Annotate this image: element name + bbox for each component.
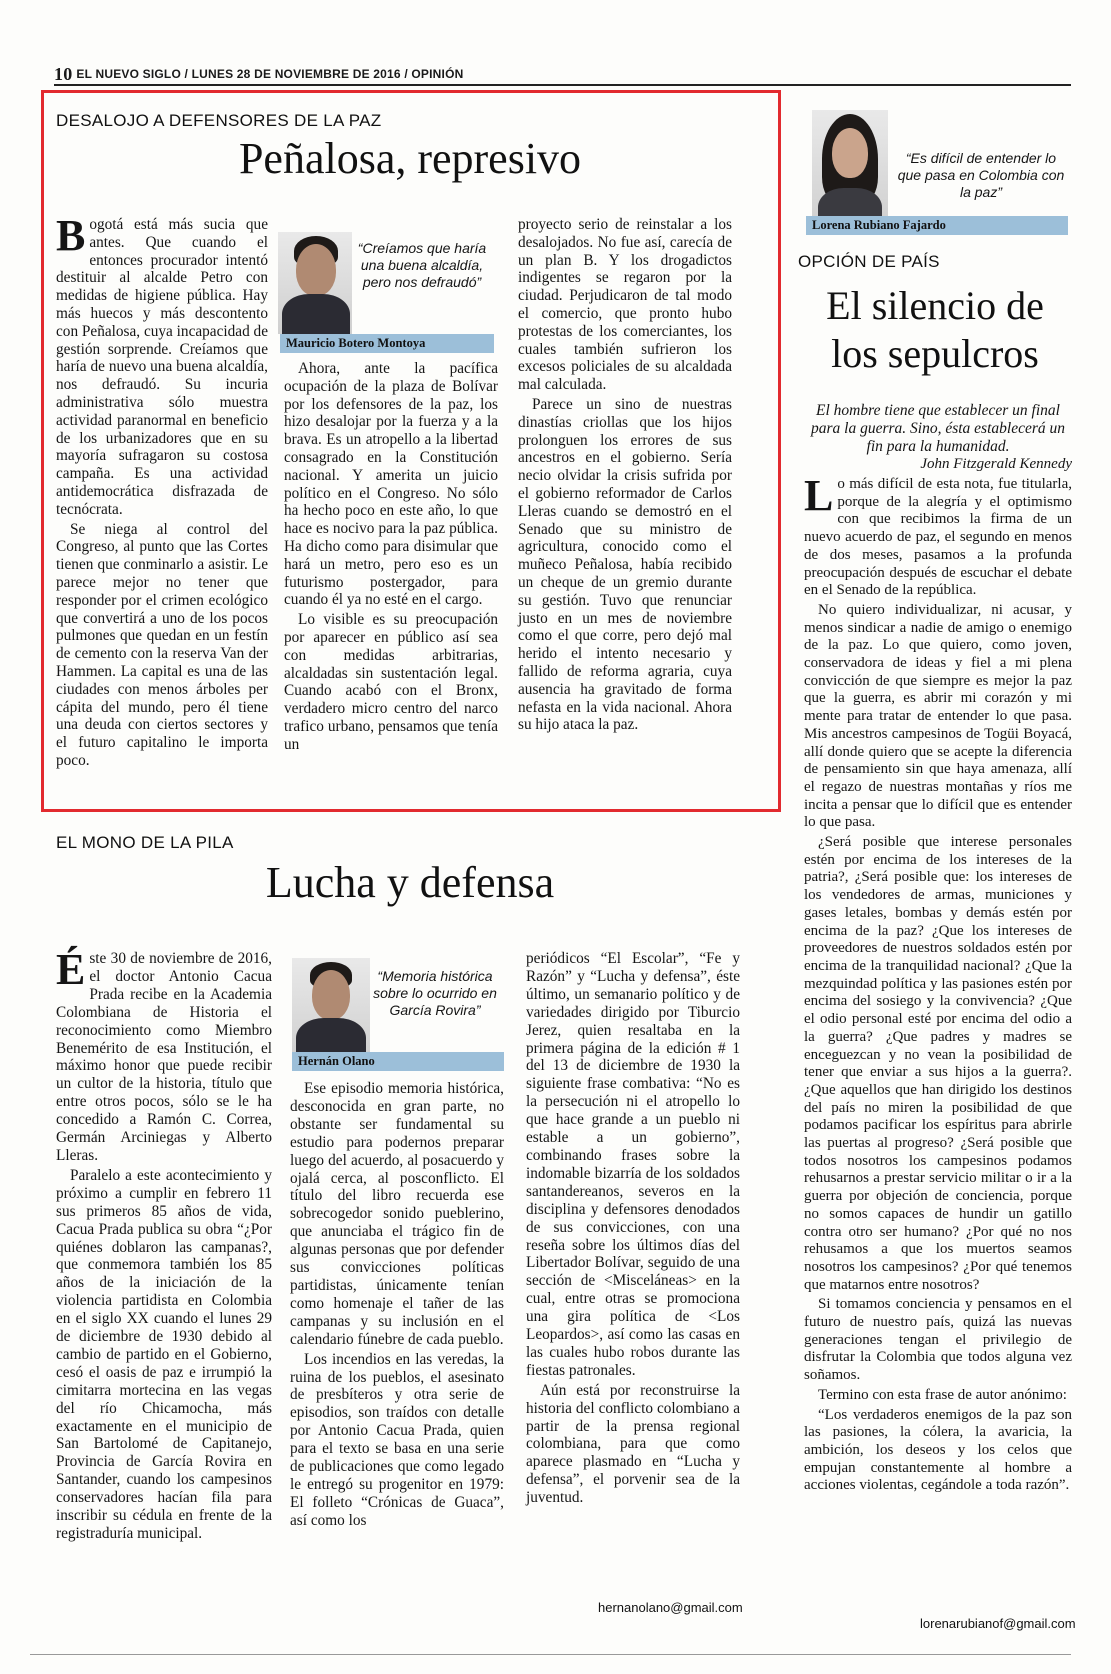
page-number: 10 [54, 64, 73, 84]
article1-paragraph: Ahora, ante la pacífica ocupación de la plaza de Bolívar por los defensores de la paz, los hizo desalojar por la fuerza y a la brava. Es un atropello a la libertad consagrado en la Constitución nacional. Y amerita un juicio político en el Congreso. No sólo ha hecho poco en este año, lo que hace es nocivo para la paz pública. Ha dicho como para disimular que hará un metro, pero eso es un futurismo postergador, para cuando él ya no esté en el cargo. [284, 360, 498, 609]
article2-headline [790, 282, 1080, 378]
article1-paragraph: proyecto serio de reinstalar a los desalojados. No fue así, carecía de un plan B. Y los drogadictos indigentes se regaron por la ciudad. Perjudicaron de tal modo el comercio, que pronto hubo protestas de los comerciantes, los cuales también sufrieron los excesos policiales de su alcaldada mal calculada. [518, 216, 732, 394]
author-photo-mauricio [278, 232, 352, 334]
article1-headline: Peñalosa, represivo [238, 134, 582, 183]
article2-paragraph: Si tomamos conciencia y pensamos en el futuro de nuestro país, quizá las nuevas generaciones tengan el privilegio de disfrutar la Colombia que todos alguna vez soñamos. [804, 1296, 1072, 1384]
folio [54, 64, 463, 85]
article3-column-3 [526, 950, 740, 1509]
article1-column-1 [56, 211, 268, 772]
article3-column-2 [290, 1080, 504, 1532]
article3-headline: Lucha y defensa [265, 858, 555, 907]
article2-headline-line: El silencio de [826, 283, 1044, 328]
article1-pull-quote: “Creíamos que haría una buena alcaldía, pero nos defraudó” [357, 240, 487, 290]
article2-kicker: OPCIÓN DE PAÍS [798, 252, 940, 271]
article3-kicker: EL MONO DE LA PILA [56, 833, 234, 852]
article2-paragraph: “Los verdaderos enemigos de la paz son las pasiones, la cólera, la avaricia, la ambición, los deseos y los celos que empujan constantemente al hombre a acciones violentas, cegándole a toda razón”. [804, 1406, 1072, 1494]
article3-paragraph: Ese episodio memoria histórica, desconocida en gran parte, no obstante ser fundamental su estudio para podernos preparar luego del acuerdo, al posacuerdo y ojalá cerca, al posconflicto. El título del libro recuerda ese sobrecogedor sonido pueblerino, que anunciaba el trágico fin de algunas personas que por defender sus convicciones políticas partidistas, únicamente tenían como homenaje el tañer de las campanas y su inclusión en el calendario fúnebre de cada pueblo. [290, 1080, 504, 1348]
article2-epigraph-author: John Fitzgerald Kennedy [920, 456, 1072, 472]
article2-drop-cap: L [804, 471, 834, 520]
article1-paragraph: Parece un sino de nuestras dinastías criollas que los hijos prolonguen los errores de sus ancestros en el gobierno. Sería necio olvidar la crisis sufrida por el gobierno reformador de Carlos Lleras cuando se demostró en el Senado que su ministro de agricultura, conocido como el muñeco Peñalosa, había recibido un cheque de un gremio durante su gestión. Tuvo que renunciar justo en un mes de noviembre como el que corre, pero dejó mal herido el intento necesario y fallido de reforma agraria, cuya ausencia ha gravitado de forma nefasta en la vida nacional. Ahora su hijo ataca la paz. [518, 395, 732, 734]
article2-pull-quote: “Es difícil de entender lo que pasa en Colombia con la paz” [897, 150, 1065, 200]
article2-headline-line: los sepulcros [831, 331, 1039, 376]
article3-paragraph: Aún está por reconstruirse la historia del conflicto colombiano a partir de la prensa regional colombiana, para que como aparece plasmado en “Lucha y defensa”, el porvenir sea de la juventud. [526, 1381, 740, 1507]
publication-line: EL NUEVO SIGLO / LUNES 28 DE NOVIEMBRE DE 2016 / OPINIÓN [76, 67, 464, 81]
article3-author-caption: Hernán Olano [292, 1052, 504, 1071]
article1-paragraph: Lo visible es su preocupación por aparecer en público así sea con medidas arbitrarias, alcaldadas sin sustentación legal. Cuando acabó con el Bronx, verdadero micro centro del narco trafico urbano, pensamos que tenía un [284, 611, 498, 753]
article1-kicker: DESALOJO A DEFENSORES DE LA PAZ [56, 111, 382, 130]
article1-author-caption: Mauricio Botero Montoya [280, 334, 494, 353]
article2-paragraph: No quiero individualizar, ni acusar, y menos sindicar a nadie de amigo o enemigo de la paz. Lo que quiero, como joven, conservadora de ideas y fiel a mi plena convicción de que siempre es mejor la paz que la guerra, es abrir mi corazón y mi mente para tratar de entender lo que pasa. Mis ancestros campesinos de Togüi Boyacá, allí donde quiero que se acepte la diferencia de pensamiento sin que haya amenaza, allí el regazo de nuestras montañas y ríos me incita a pensar que lo difícil que es entender lo que pasa. [804, 601, 1072, 831]
article3-paragraph: Paralelo a este acontecimiento y próximo a cumplir en febrero 11 sus primeros 85 años de vida, Cacua Prada publica su obra “¿Por quiénes doblaron las campanas?, que conmemora también los 85 años de la iniciación de la violencia partidista en Colombia en el siglo XX cuando el lunes 29 de diciembre de 1930 debido al cambio de partido en el Gobierno, cesó el oasis de paz e irrumpió la cimitarra mortecina en las vegas del río Chicamocha, más exactamente en el municipio de San Bartolomé de Capitanejo, Provincia de García Rovira en Santander, cuando los campesinos conservadores hacían fila para inscribir su cédula en frente de la registraduría municipal. [56, 1166, 272, 1542]
article3-paragraph: Los incendios en las veredas, la ruina de los pueblos, el asesinato de presbíteros y otra serie de episodios, son traídos con detalle por Antonio Cacua Prada, quien para el texto se basa en una serie de publicaciones que como legado le entregó su progenitor en 1979: El folleto “Crónicas de Guaca”, así como los [290, 1350, 504, 1529]
article3-paragraph: ste 30 de noviembre de 2016, el doctor Antonio Cacua Prada recibe en la Academia Colombiana de Historia el reconocimiento como Miembro Benemérito de esa Institución, el máximo honor que puede recibir un cultor de la historia, título que entre otros pocos, sólo se le ha concedido a Ramón C. Correa, Germán Arciniegas y Alberto Lleras. [56, 950, 272, 1164]
header-rule [54, 84, 1071, 86]
article3-pull-quote: “Memoria histórica sobre lo ocurrido en García Rovira” [373, 968, 497, 1018]
article2-paragraph: Termino con esta frase de autor anónimo: [818, 1386, 1067, 1403]
footer-rule [30, 1654, 1071, 1655]
article1-column-2 [284, 360, 498, 756]
article3-column-1 [56, 945, 272, 1545]
article3-drop-cap: É [56, 945, 86, 994]
article1-paragraph: Se niega al control del Congreso, al punto que las Cortes tienen que conminarlo a asistir. Le parece mejor no tener que responder por el crimen ecológico que convertirá a uno de los pocos pulmones que quedan en un festín de cemento con la reserva Van der Hammen. La capital es una de las ciudades con menos árboles per cápita del mundo, pero él tiene una deuda con ciertos sectores y el futuro capitalino le importa poco. [56, 520, 268, 769]
article3-email: hernanolano@gmail.com [598, 1600, 743, 1615]
article2-paragraph: o más difícil de esta nota, fue titularla, porque de la alegría y el optimismo con que recibimos la firma de un nuevo acuerdo de paz, el segundo en menos de dos meses, pasamos a la profunda preocupación después de escuchar el debate en el Senado de la república. [804, 476, 1072, 599]
article2-email: lorenarubianof@gmail.com [920, 1616, 1076, 1631]
article1-drop-cap: B [56, 211, 86, 260]
article2-epigraph: El hombre tiene que establecer un final para la guerra. Sino, ésta establecerá un fin para la humanidad. [810, 402, 1065, 455]
article1-paragraph: ogotá está más sucia que antes. Que cuando el entonces procurador intentó destituir al alcalde Petro con medidas de higiene pública. Hay más huecos y más descontento con Peñalosa, cuya incapacidad de gestión sorprende. Creíamos que haría de nuevo una buena alcaldía, nos defraudó. Su incuria administrativa sólo muestra actividad paranormal en beneficio de los urbanizadores que en su mayoría sufragaron su costosa campaña. Es una actividad antidemocrática disfrazada de tecnócrata. [56, 216, 268, 518]
author-photo-lorena [812, 110, 888, 228]
article3-paragraph: periódicos “El Escolar”, “Fe y Razón” y “Lucha y defensa”, éste último, un semanario político y de variedades dirigido por Tiburcio Jerez, quien resaltaba en la primera página de la edición # 1 del 13 de diciembre de 1930 la siguiente frase combativa: “No es la persecución ni el atropello lo que hace grande a un pueblo ni estable a un gobierno”, combinando frases sobre la indomable bizarría de los soldados santandereanos, severos en la disciplina y defensores denodados de sus convicciones, con una reseña sobre los últimos días del Libertador Bolívar, seguido de una sección de <Misceláneas> en la cual, entre otras se promociona una gira política de <Los Leopardos>, así como las casas en las cuales hubo robos durante las fiestas patronales. [526, 950, 740, 1379]
article2-author-caption: Lorena Rubiano Fajardo [806, 216, 1068, 235]
article2-paragraph: ¿Será posible que interese personales estén por encima de los intereses de la patria?, ¿Será posible que: los intereses de los vendedores de armas, municiones y gases letales, bombas y demás estén por encima de la paz? ¿Que los intereses de proveedores de nuestros soldados estén por encima de la tranquilidad nacional? ¿Que la mezquindad política y las pasiones estén por encima del sosiego y la convivencia? ¿Que el odio personal esté por encima del odio a la guerra? ¿Que padres y madres se enceguezcan y no vean la posibilidad de tener que enviar a sus hijos a la guerra?. ¿Que aquellos que han dirigido los destinos del país no miren la posibilidad de que podamos pacificar los espíritus para abrirle las puertas al progreso? ¿Será posible que todos nosotros los campesinos podamos rehusarnos a prestar servicio militar o ir a la guerra por objeción de conciencia, porque no somos capaces de hundir un gatillo contra otro ser humano? ¿Por qué no nos rehusamos a que los muertos seamos nosotros los campesinos? ¿Por qué tenemos que matarnos entre nosotros? [804, 834, 1072, 1293]
author-photo-hernan [292, 958, 370, 1060]
article1-column-3 [518, 216, 732, 736]
article2-body [804, 471, 1072, 1497]
